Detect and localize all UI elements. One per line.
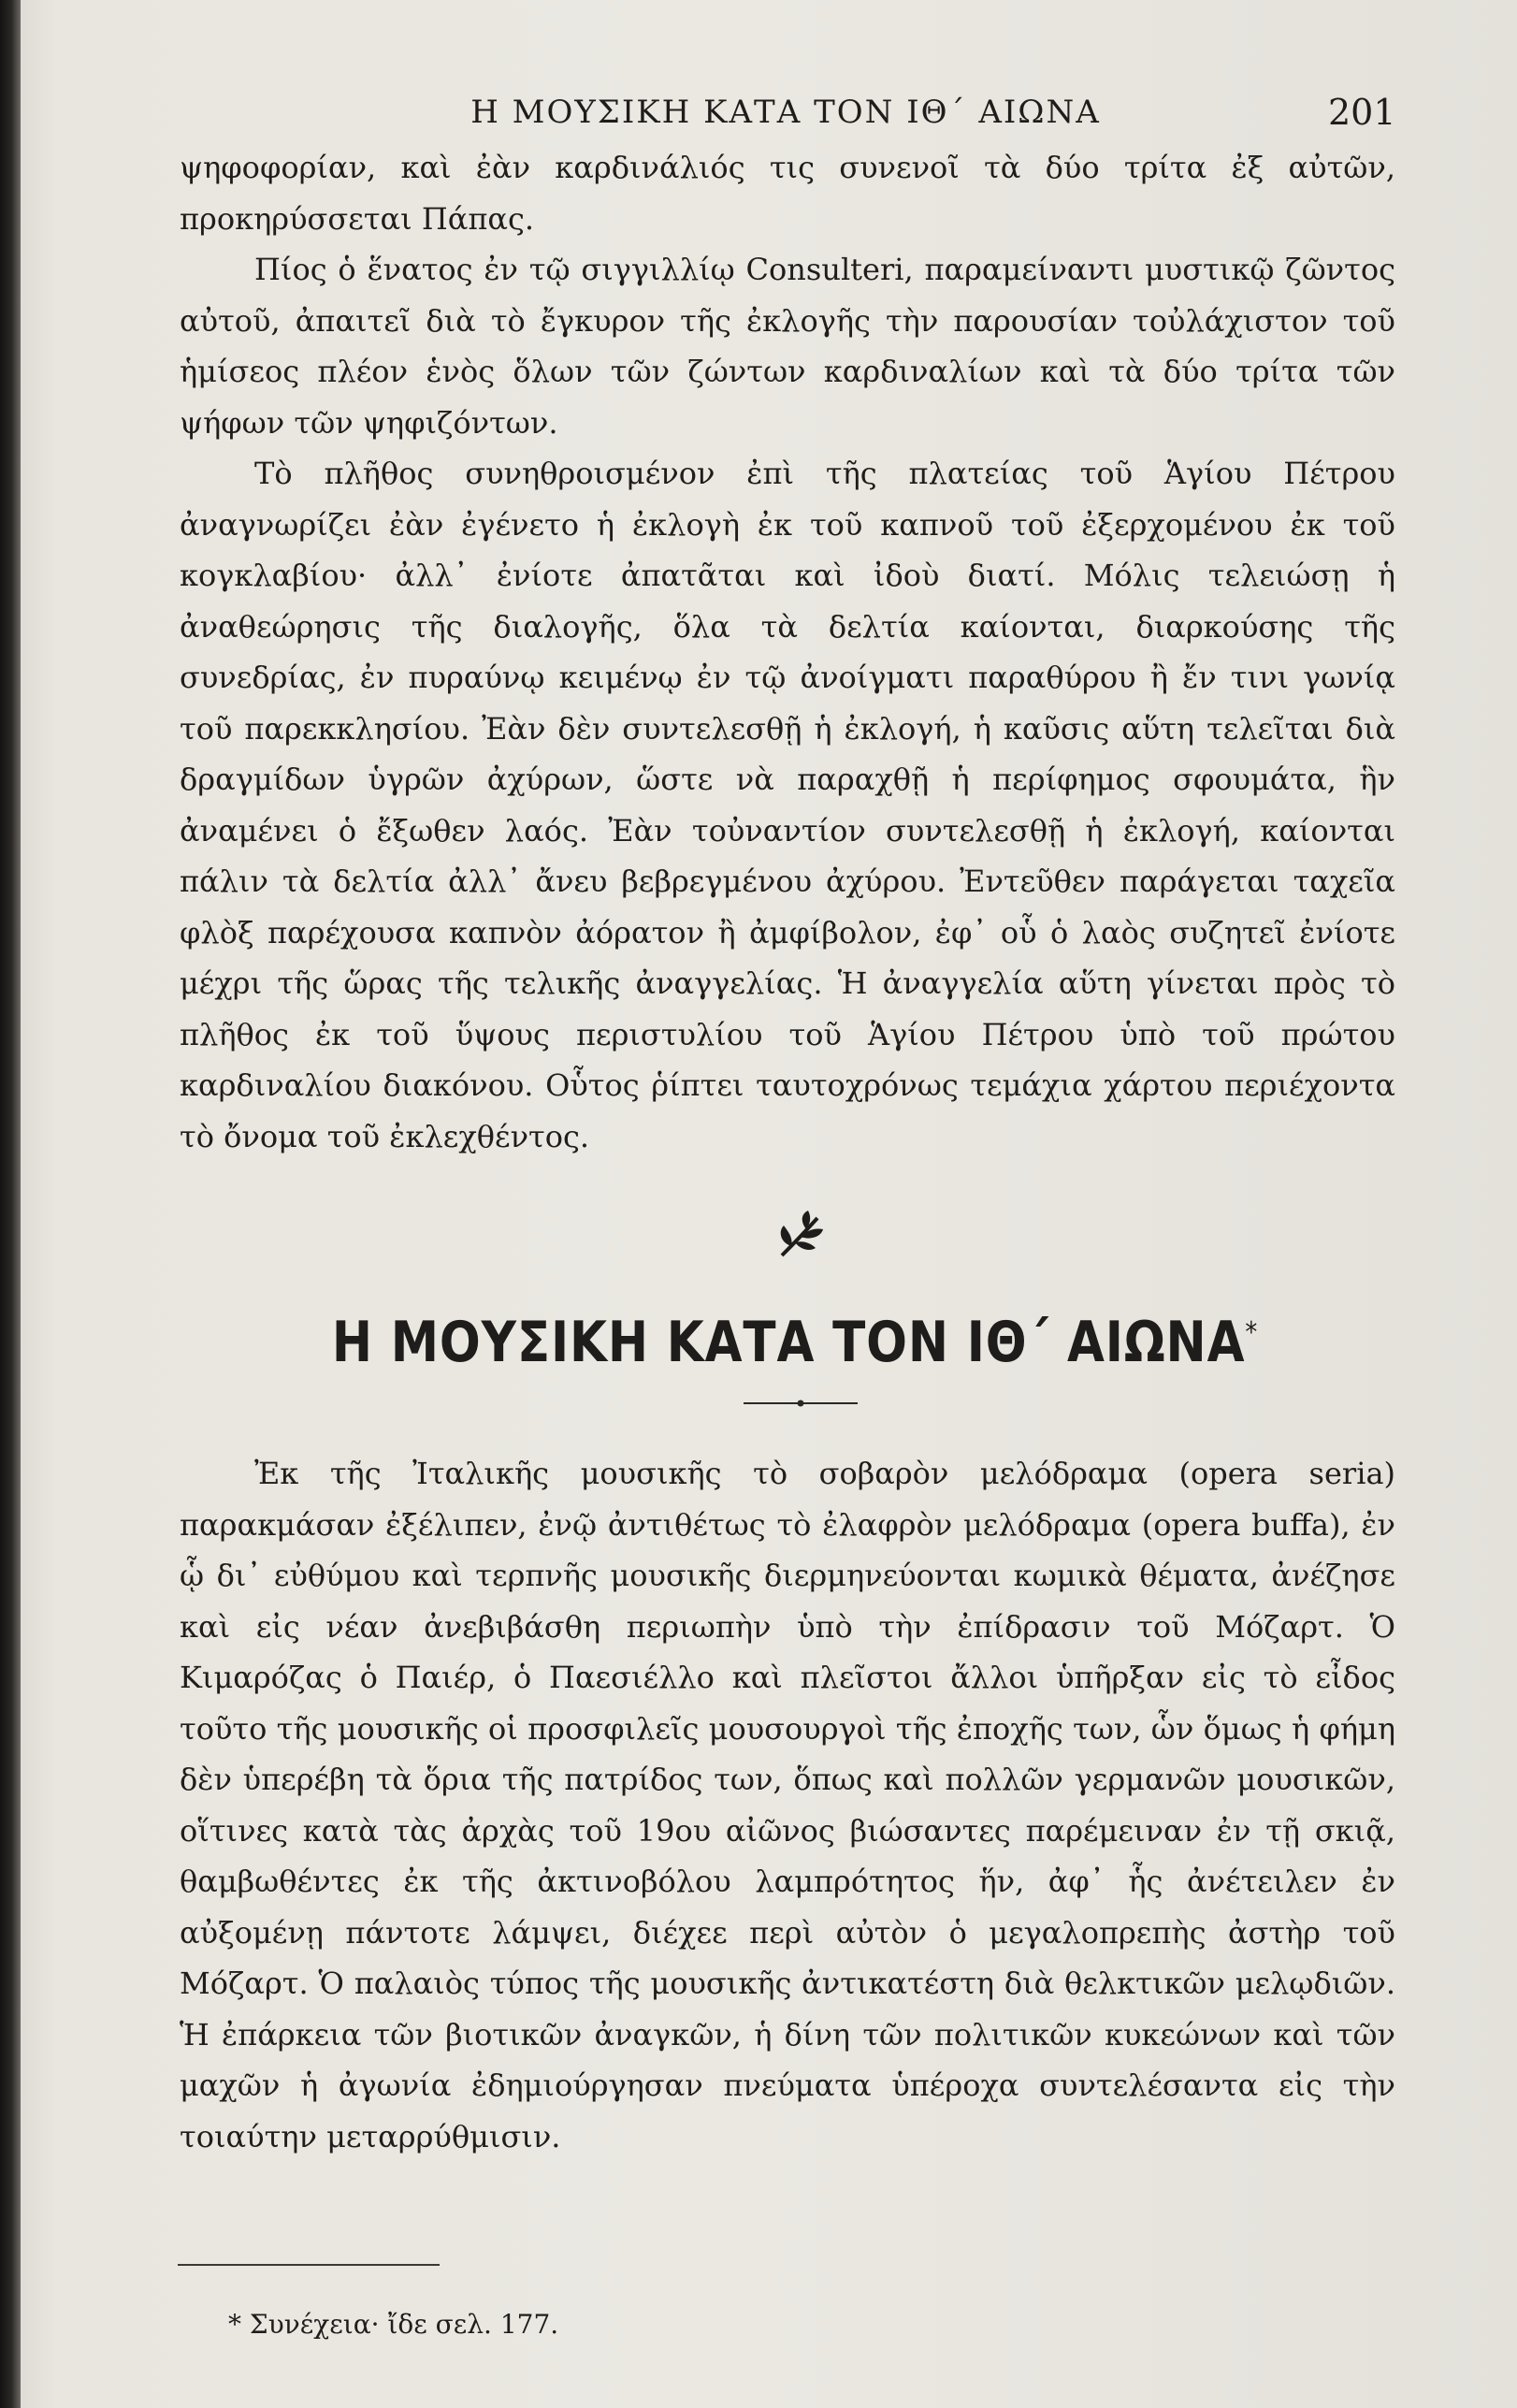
running-head: Η ΜΟΥΣΙΚΗ ΚΑΤΑ ΤΟΝ ΙΘ΄ ΑΙΩΝΑ [470, 94, 1101, 131]
section-title [264, 1310, 1325, 1375]
footnote: * Συνέχεια· ἴδε σελ. 177. [228, 2309, 559, 2340]
paragraph: Ἐκ τῆς Ἰταλικῆς μουσικῆς τὸ σοβαρὸν μελόδραμα (opera seria) παρακμάσαν ἐξέλιπεν, ἐνῷ ἀντιθέτως τὸ ἐλαφρὸν μελόδραμα (opera buffa), ἐν ᾧ δι᾿ εὐθύμου καὶ τερπνῆς μουσικῆς διερμηνεύονται κωμικὰ θέματα, ἀνέζησε καὶ εἰς νέαν ἀνεβιβάσθη περιωπὴν ὑπὸ τὴν ἐπίδρασιν τοῦ Μόζαρτ. Ὁ Κιμαρόζας ὁ Παιέρ, ὁ Παεσιέλλο καὶ πλεῖστοι ἄλλοι ὑπῆρξαν εἰς τὸ εἶδος τοῦτο τῆς μουσικῆς οἱ προσφιλεῖς μουσουργοὶ τῆς ἐποχῆς των, ὧν ὅμως ἡ φήμη δὲν ὑπερέβη τὰ ὅρια τῆς πατρίδος των, ὅπως καὶ πολλῶν γερμανῶν μουσικῶν, οἵτινες κατὰ τὰς ἀρχὰς τοῦ 19ου αἰῶνος βιώσαντες παρέμειναν ἐν τῇ σκιᾷ, θαμβωθέντες ἐκ τῆς ἀκτινοβόλου λαμπρότητος ἥν, ἀφ᾿ ἧς ἀνέτειλεν ἐν αὐξομένῃ πάντοτε λάμψει, διέχεε περὶ αὐτὸν ὁ μεγαλοπρεπὴς ἀστὴρ τοῦ Μόζαρτ. Ὁ παλαιὸς τύπος τῆς μουσικῆς ἀντικατέστη διὰ θελκτικῶν μελῳδιῶν. Ἡ ἐπάρκεια τῶν βιοτικῶν ἀναγκῶν, ἡ δίνη τῶν πολιτικῶν κυκεώνων καὶ τῶν μαχῶν ἡ ἀγωνία ἐδημιούργησαν πνεύματα ὑπέροχα συντελέσαντα εἰς τὴν τοιαύτην μεταρρύθμισιν. [180, 1456, 1395, 2154]
leaf-ornament-icon [773, 1209, 829, 1261]
book-spine-shadow [0, 0, 21, 2408]
paragraph: Τὸ πλῆθος συνηθροισμένον ἐπὶ τῆς πλατείας τοῦ Ἁγίου Πέτρου ἀναγνωρίζει ἐὰν ἐγένετο ἡ ἐκλογὴ ἐκ τοῦ καπνοῦ τοῦ ἐξερχομένου ἐκ τοῦ κογκλαβίου· ἀλλ᾿ ἐνίοτε ἀπατᾶται καὶ ἰδοὺ διατί. Μόλις τελειώσῃ ἡ ἀναθεώρησις τῆς διαλογῆς, ὅλα τὰ δελτία καίονται, διαρκούσης τῆς συνεδρίας, ἐν πυραύνῳ κειμένῳ ἐν τῷ ἀνοίγματι παραθύρου ἢ ἔν τινι γωνίᾳ τοῦ παρεκκλησίου. Ἐὰν δὲν συντελεσθῇ ἡ ἐκλογή, ἡ καῦσις αὕτη τελεῖται διὰ δραγμίδων ὑγρῶν ἀχύρων, ὥστε νὰ παραχθῇ ἡ περίφημος σφουμάτα, ἣν ἀναμένει ὁ ἔξωθεν λαός. Ἐὰν τοὐναντίον συντελεσθῇ ἡ ἐκλογή, καίονται πάλιν τὰ δελτία ἀλλ᾿ ἄνευ βεβρεγμένου ἀχύρου. Ἐντεῦθεν παράγεται ταχεῖα φλὸξ παρέχουσα καπνὸν ἀόρατον ἢ ἀμφίβολον, ἐφ᾿ οὗ ὁ λαὸς συζητεῖ ἐνίοτε μέχρι τῆς ὥρας τῆς τελικῆς ἀναγγελίας. Ἡ ἀναγγελία αὕτη γίνεται πρὸς τὸ πλῆθος ἐκ τοῦ ὕψους περιστυλίου τοῦ Ἁγίου Πέτρου ὑπὸ τοῦ πρώτου καρδιναλίου διακόνου. Οὗτος ῥίπτει ταυτοχρόνως τεμάχια χάρτου περιέχοντα τὸ ὄνομα τοῦ ἐκλεχθέντος. [180, 456, 1395, 1154]
page-number: 201 [1328, 92, 1396, 133]
section-body [180, 1448, 1395, 2162]
intro-text [180, 142, 1395, 1162]
footnote-marker: * [1245, 1316, 1259, 1349]
title-rule [744, 1399, 858, 1408]
footnote-rule [178, 2264, 440, 2266]
paragraph: Πίος ὁ ἕνατος ἐν τῷ σιγγιλλίῳ Consulteri, παραμείναντι μυστικῷ ζῶντος αὐτοῦ, ἀπαιτεῖ διὰ τὸ ἔγκυρον τῆς ἐκλογῆς τὴν παρουσίαν τοὐλάχιστον τοῦ ἡμίσεος πλέον ἑνὸς ὅλων τῶν ζώντων καρδιναλίων καὶ τὰ δύο τρίτα τῶν ψήφων τῶν ψηφιζόντων. [180, 252, 1395, 441]
section-title-text: Η ΜΟΥΣΙΚΗ ΚΑΤΑ ΤΟΝ ΙΘ΄ ΑΙΩΝΑ [331, 1310, 1246, 1375]
paragraph: ψηφοφορίαν, καὶ ἐὰν καρδινάλιός τις συνενοῖ τὰ δύο τρίτα ἐξ αὐτῶν, προκηρύσσεται Πάπας. [180, 150, 1395, 237]
